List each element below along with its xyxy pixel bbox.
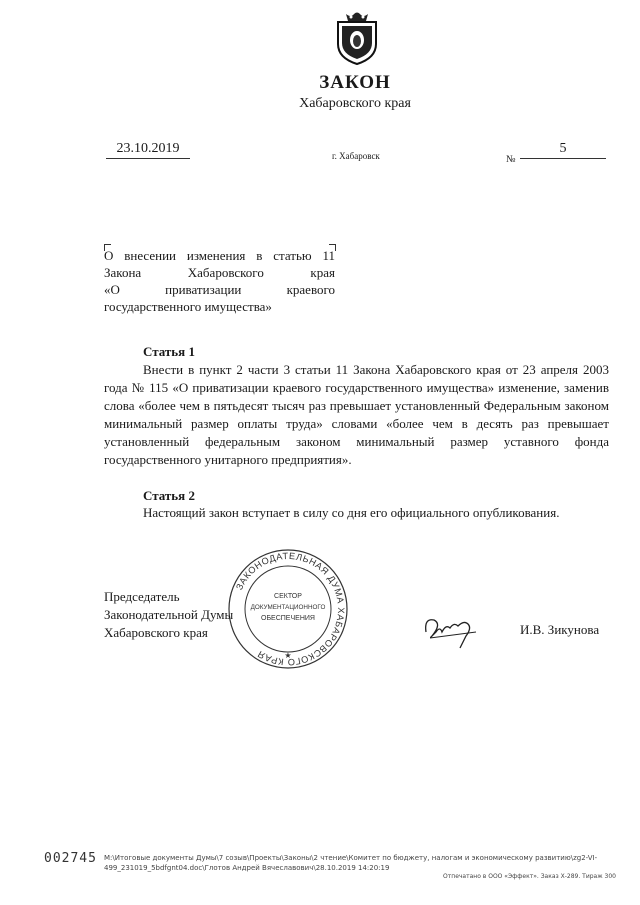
footer-print-note: Отпечатано в ООО «Эффект». Заказ Х-289. Тираж 300 <box>443 873 616 880</box>
law-heading <box>104 247 335 315</box>
document-date: 23.10.2019 <box>106 141 190 159</box>
article-2-title: Статья 2 <box>143 488 195 503</box>
official-stamp <box>227 548 349 670</box>
footer-document-id: 002745 <box>44 851 97 866</box>
stamp-star-icon: ★ <box>284 651 292 660</box>
stamp-ring-text: ЗАКОНОДАТЕЛЬНАЯ ДУМА ХАБАРОВСКОГО КРАЯ <box>234 550 347 668</box>
heading-line: «О приватизации краевого <box>104 282 335 297</box>
signatory-name: И.В. Зикунова <box>520 622 600 637</box>
stamp-center-line: ОБЕСПЕЧЕНИЯ <box>261 615 315 622</box>
heading-line: О внесении изменения в статью 11 <box>104 248 335 263</box>
document-subtitle: Хабаровского края <box>299 96 411 111</box>
document-title: ЗАКОН <box>319 72 391 93</box>
number-label: № <box>506 154 516 165</box>
document-number: 5 <box>520 141 606 159</box>
signatory-position-line: Председатель <box>104 589 180 604</box>
khabarovsk-coat-of-arms-icon <box>334 10 380 66</box>
stamp-center-line: СЕКТОР <box>274 593 302 600</box>
article-1-body <box>104 361 609 469</box>
signatory-position-line: Хабаровского края <box>104 625 208 640</box>
document-city: г. Хабаровск <box>332 151 380 161</box>
article-1-text: Внести в пункт 2 части 3 статьи 11 Закона Хабаровского края от 23 апреля 2003 года № 115 «О приватизации краевого государственного имущества» изменение, заменив слова «более чем в пятьдесят тысяч раз превышает установленный Федеральным законом минимальный размер оплаты труда» словами «более чем в десять раз превышает установленный федеральным законом минимальный размер уставного фонда государственного унитарного предприятия». <box>104 362 609 467</box>
signatory-position <box>104 588 233 642</box>
article-1-title: Статья 1 <box>143 344 195 359</box>
footer-file-path: М:\Итоговые документы Думы\7 созыв\Проекты\Законы\2 чтение\Комитет по бюджету, налогам и экономическому развитию\zg2-VI-499_231019_5bdfgnt04.doc\Глотов Андрей Вячеславович\28.10.2019 14:20:19 <box>104 854 598 872</box>
article-2-text: Настоящий закон вступает в силу со дня его официального опубликования. <box>143 505 560 520</box>
handwritten-signature <box>420 606 480 650</box>
heading-line: Закона Хабаровского края <box>104 265 335 280</box>
heading-line: государственного имущества» <box>104 299 272 314</box>
signatory-position-line: Законодательной Думы <box>104 607 234 622</box>
stamp-center-line: ДОКУМЕНТАЦИОННОГО <box>250 604 326 611</box>
